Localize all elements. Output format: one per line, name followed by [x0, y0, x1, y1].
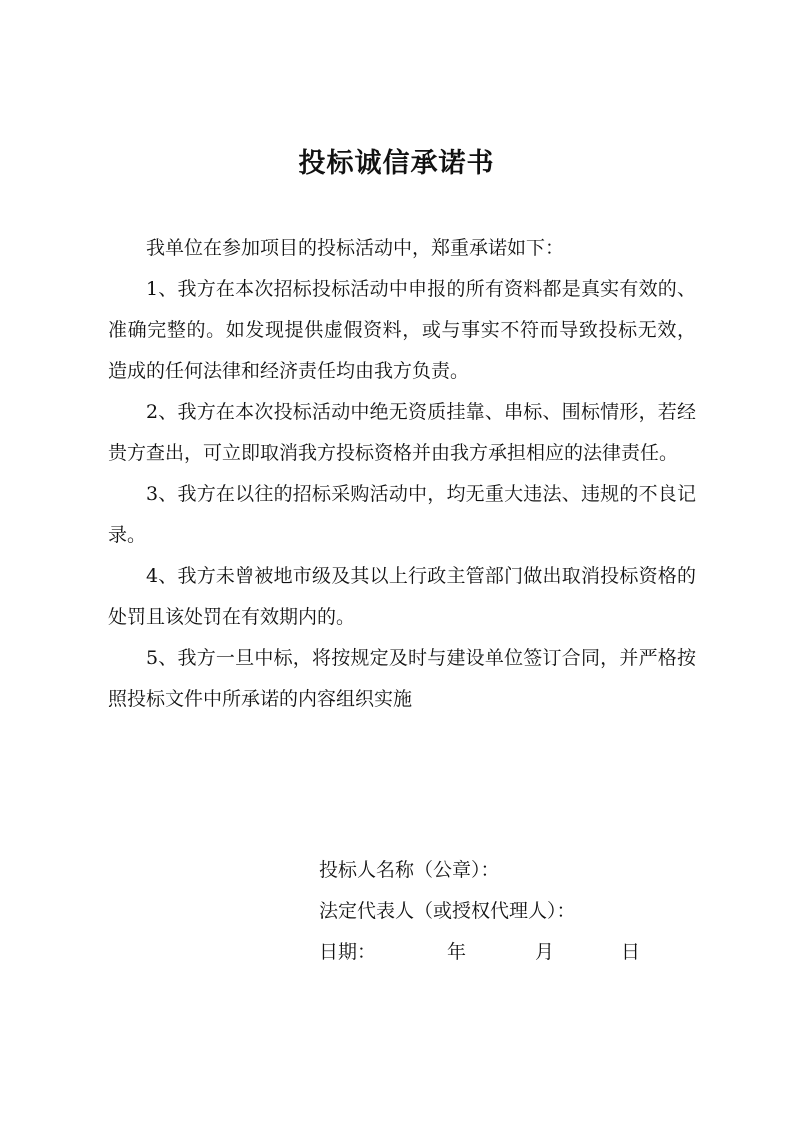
date-line	[319, 932, 699, 973]
year-label: 年	[447, 941, 467, 963]
bidder-name-label: 投标人名称（公章）：	[319, 859, 500, 881]
date-label: 日期：	[319, 941, 377, 963]
commitment-item-1: 1、我方在本次招标投标活动中申报的所有资料都是真实有效的、准确完整的。如发现提供虚假资料，或与事实不符而导致投标无效，造成的任何法律和经济责任均由我方负责。	[108, 278, 696, 382]
commitment-item-5: 5、我方一旦中标，将按规定及时与建设单位签订合同，并严格按照投标文件中所承诺的内容组织实施	[108, 647, 696, 710]
month-label: 月	[535, 941, 555, 963]
intro-paragraph: 我单位在参加项目的投标活动中，郑重承诺如下：	[146, 237, 565, 259]
document-body	[108, 228, 696, 720]
signature-block	[319, 850, 699, 973]
commitment-item-2: 2、我方在本次投标活动中绝无资质挂靠、串标、围标情形，若经贵方查出，可立即取消我方投标资格并由我方承担相应的法律责任。	[108, 401, 696, 464]
day-label: 日	[621, 941, 641, 963]
legal-representative-label: 法定代表人（或授权代理人）：	[319, 900, 576, 922]
commitment-item-3: 3、我方在以往的招标采购活动中，均无重大违法、违规的不良记录。	[108, 483, 696, 546]
page-title: 投标诚信承诺书	[298, 148, 495, 179]
commitment-item-4: 4、我方未曾被地市级及其以上行政主管部门做出取消投标资格的处罚且该处罚在有效期内的。	[108, 565, 696, 628]
